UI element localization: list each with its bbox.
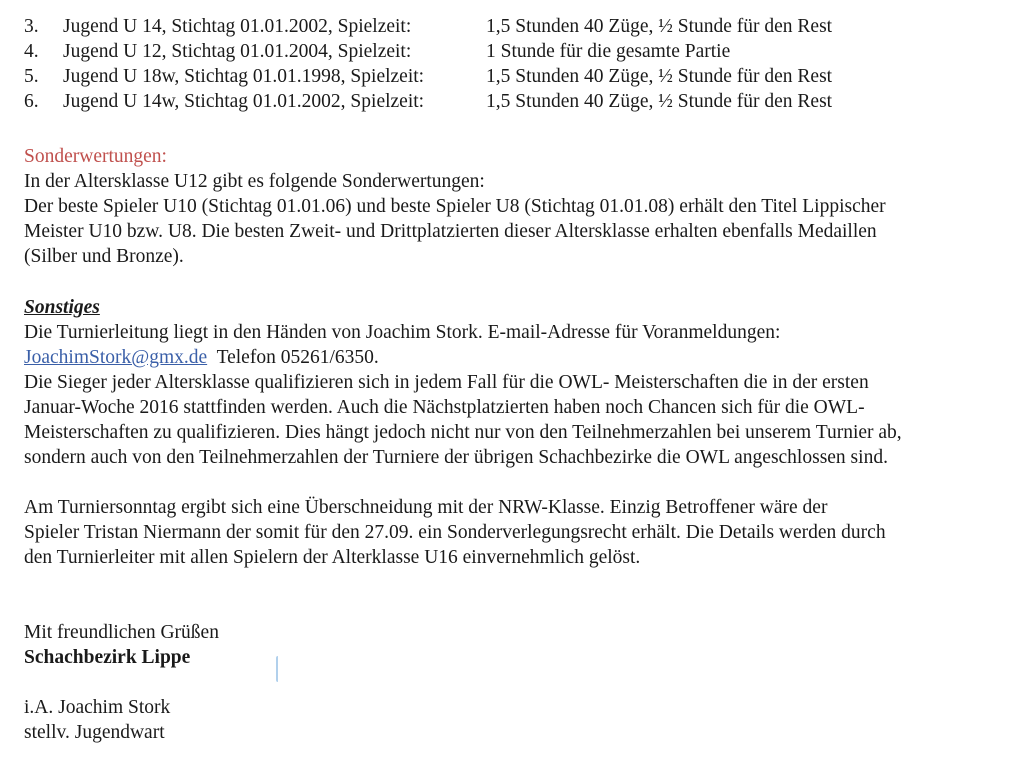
sonderwertungen-line: Meister U10 bzw. U8. Die besten Zweit- und Drittplatzierten dieser Altersklasse erhalten ebenfalls Medaillen	[24, 221, 877, 242]
list-item-time: 1,5 Stunden 40 Züge, ½ Stunde für den Rest	[486, 16, 833, 37]
phone-text: Telefon 05261/6350.	[216, 347, 379, 368]
list-item-description: Jugend U 12, Stichtag 01.01.2004, Spielzeit:	[63, 41, 412, 62]
closing-signer: i.A. Joachim Stork	[24, 697, 171, 718]
document-page	[24, 14, 1014, 745]
list-item-number: 4.	[24, 41, 39, 62]
age-group-list	[24, 14, 1014, 114]
list-item-description: Jugend U 14, Stichtag 01.01.2002, Spielzeit:	[63, 16, 412, 37]
list-item-description: Jugend U 14w, Stichtag 01.01.2002, Spielzeit:	[63, 91, 425, 112]
list-item-time: 1 Stunde für die gesamte Partie	[486, 41, 731, 62]
sonderwertungen-line: In der Altersklasse U12 gibt es folgende Sonderwertungen:	[24, 171, 485, 192]
overlap-line: den Turnierleiter mit allen Spielern der Alterklasse U16 einvernehmlich gelöst.	[24, 547, 641, 568]
sonstiges-line: Die Turnierleitung liegt in den Händen von Joachim Stork. E-mail-Adresse für Voranmeldungen:	[24, 322, 781, 343]
list-item-description: Jugend U 18w, Stichtag 01.01.1998, Spielzeit:	[63, 66, 425, 87]
overlap-line: Am Turniersonntag ergibt sich eine Überschneidung mit der NRW-Klasse. Einzig Betroffener wäre der	[24, 497, 828, 518]
sonstiges-line: Januar-Woche 2016 stattfinden werden. Auch die Nächstplatzierten haben noch Chancen sich für die OWL-	[24, 397, 865, 418]
list-item-number: 5.	[24, 66, 39, 87]
list-item-number: 6.	[24, 91, 39, 112]
list-item-time: 1,5 Stunden 40 Züge, ½ Stunde für den Rest	[486, 66, 833, 87]
list-item-number: 3.	[24, 16, 39, 37]
sonderwertungen-heading: Sonderwertungen:	[24, 146, 167, 167]
sonstiges-line: Meisterschaften zu qualifizieren. Dies hängt jedoch nicht nur von den Teilnehmerzahlen bei unserem Turnier ab,	[24, 422, 902, 443]
email-link[interactable]: JoachimStork@gmx.de	[24, 347, 208, 368]
closing-greeting: Mit freundlichen Grüßen	[24, 622, 219, 643]
sonderwertungen-line: Der beste Spieler U10 (Stichtag 01.01.06) und beste Spieler U8 (Stichtag 01.01.08) erhält den Titel Lippischer	[24, 196, 886, 217]
closing-role: stellv. Jugendwart	[24, 722, 165, 743]
signature-mark	[276, 656, 282, 682]
contact-line	[24, 345, 1014, 370]
sonstiges-line: Die Sieger jeder Altersklasse qualifizieren sich in jedem Fall für die OWL- Meisterschaften die in der ersten	[24, 372, 869, 393]
overlap-line: Spieler Tristan Niermann der somit für den 27.09. ein Sonderverlegungsrecht erhält. Die Details werden durch	[24, 522, 886, 543]
sonderwertungen-line: (Silber und Bronze).	[24, 246, 184, 267]
closing-organization: Schachbezirk Lippe	[24, 647, 191, 668]
sonstiges-line: sondern auch von den Teilnehmerzahlen der Turniere der übrigen Schachbezirke die OWL angeschlossen sind.	[24, 447, 888, 468]
list-item-time: 1,5 Stunden 40 Züge, ½ Stunde für den Rest	[486, 91, 833, 112]
sonstiges-heading: Sonstiges	[24, 297, 100, 318]
